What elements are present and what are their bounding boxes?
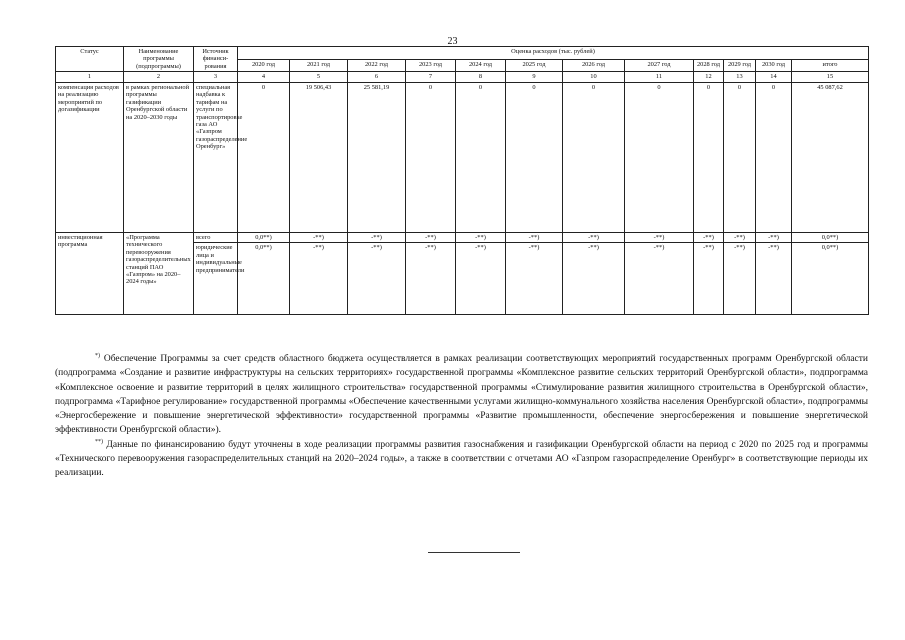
header-year: 2023 год (406, 59, 456, 72)
header-year: 2027 год (625, 59, 694, 72)
column-number: 10 (563, 72, 625, 83)
table-row (56, 233, 869, 243)
column-number: 7 (406, 72, 456, 83)
cell-value: -**) (506, 243, 563, 315)
cell-value: -**) (563, 243, 625, 315)
cell-value: -**) (724, 233, 756, 243)
column-number: 1 (56, 72, 124, 83)
cell-value: -**) (506, 233, 563, 243)
cell-value: 0 (506, 83, 563, 233)
header-year: 2021 год (290, 59, 348, 72)
cell-value: 0,0**) (238, 243, 290, 315)
cell-value: 19 506,43 (290, 83, 348, 233)
column-number: 8 (456, 72, 506, 83)
cell-value: -**) (290, 243, 348, 315)
cell-value: -**) (694, 233, 724, 243)
column-number: 15 (792, 72, 869, 83)
header-status: Статус (56, 47, 124, 72)
cell-source: специальная надбавка к тарифам на услуги по транспортировке газа АО «Газпром газораспределение Оренбург» (194, 83, 238, 233)
column-number: 3 (194, 72, 238, 83)
header-total: итого (792, 59, 869, 72)
header-year: 2024 год (456, 59, 506, 72)
end-rule (428, 552, 520, 553)
footnote-mark: *) (95, 352, 100, 359)
footnote-text: Обеспечение Программы за счет средств областного бюджета осуществляется в рамках реализации соответствующих мероприятий государственных программ Оренбургской области (подпрограмма «Создание и развитие инфраструктуры на сельских территориях» государственной программы «Комплексное развитие сельских территорий Оренбургской области», подпрограмма «Комплексное освоение и развитие территорий в целях жилищного строительства» государственной программы «Стимулирование развития жилищного строительства в Оренбургской области», подпрограмма «Тарифное регулирование» государственной программы «Обеспечение качественными услугами жилищно-коммунального хозяйства населения Оренбургской области», подпрограммы «Энергосбережение и повышение энергетической эффективности» государственной программы «Развитие промышленности, обеспечение энергосбережения и повышение энергетической эффективности Оренбургской области»). (55, 354, 868, 436)
column-number: 12 (694, 72, 724, 83)
cell-program: «Программа технического перевооружения газораспределительных станций ПАО «Газпром» на 2020–2024 годы» (124, 233, 194, 315)
column-number: 6 (348, 72, 406, 83)
cell-value: 0 (694, 83, 724, 233)
cell-total: 0,0**) (792, 233, 869, 243)
column-number: 4 (238, 72, 290, 83)
cell-status: инвестиционная программа (56, 233, 124, 315)
cell-program: в рамках региональной программы газификации Оренбургской области на 2020–2030 годы (124, 83, 194, 233)
cell-value: -**) (724, 243, 756, 315)
cell-value: 0 (563, 83, 625, 233)
footnote (55, 352, 868, 438)
cell-value: -**) (406, 243, 456, 315)
cell-value: 0 (456, 83, 506, 233)
cell-value: -**) (290, 233, 348, 243)
footnote (55, 438, 868, 481)
header-year: 2030 год (756, 59, 792, 72)
cell-source: юридические лица и индивидуальные предприниматели (194, 243, 238, 315)
column-number: 11 (625, 72, 694, 83)
cell-total: 45 087,62 (792, 83, 869, 233)
column-number: 2 (124, 72, 194, 83)
cell-value: -**) (625, 243, 694, 315)
table-row (56, 83, 869, 233)
cell-total: 0,0**) (792, 243, 869, 315)
header-year: 2020 год (238, 59, 290, 72)
header-program-name: Наименование программы (подпрограммы) (124, 47, 194, 72)
footnote-mark: **) (95, 438, 103, 445)
cell-value: 0 (756, 83, 792, 233)
cell-value: -**) (625, 233, 694, 243)
header-row (56, 47, 869, 60)
cell-value: -**) (456, 243, 506, 315)
header-year: 2022 год (348, 59, 406, 72)
cell-value: 0,0**) (238, 233, 290, 243)
cell-value: -**) (756, 243, 792, 315)
cell-value: 0 (238, 83, 290, 233)
cell-source: всего (194, 233, 238, 243)
header-year: 2026 год (563, 59, 625, 72)
column-number: 5 (290, 72, 348, 83)
column-number-row (56, 72, 869, 83)
page-number: 23 (447, 36, 458, 47)
column-number: 13 (724, 72, 756, 83)
cell-value: -**) (756, 233, 792, 243)
header-year: 2029 год (724, 59, 756, 72)
cell-status: компенсация расходов на реализацию мероприятий по догазификации (56, 83, 124, 233)
cell-value: -**) (563, 233, 625, 243)
header-year: 2025 год (506, 59, 563, 72)
cell-value: -**) (406, 233, 456, 243)
cell-value: 0 (406, 83, 456, 233)
footnote-text: Данные по финансированию будут уточнены в ходе реализации программы развития газоснабжения и газификации Оренбургской области на период с 2020 по 2025 год и программы «Технического перевооружения газораспределительных станций на 2020–2024 годы», а также в соответствии с отчетами АО «Газпром газораспределение Оренбург» в соответствующие периоды их реализации. (55, 439, 868, 478)
cell-value: 0 (625, 83, 694, 233)
column-number: 14 (756, 72, 792, 83)
cell-value: -**) (456, 233, 506, 243)
cell-value: 0 (724, 83, 756, 233)
column-number: 9 (506, 72, 563, 83)
header-source: Источник финанси-рования (194, 47, 238, 72)
cell-value: -**) (348, 243, 406, 315)
footnotes (55, 352, 868, 480)
budget-table (55, 46, 869, 315)
header-year: 2028 год (694, 59, 724, 72)
cell-value: 25 581,19 (348, 83, 406, 233)
cell-value: -**) (348, 233, 406, 243)
header-estimate: Оценка расходов (тыс. рублей) (238, 47, 869, 60)
cell-value: -**) (694, 243, 724, 315)
